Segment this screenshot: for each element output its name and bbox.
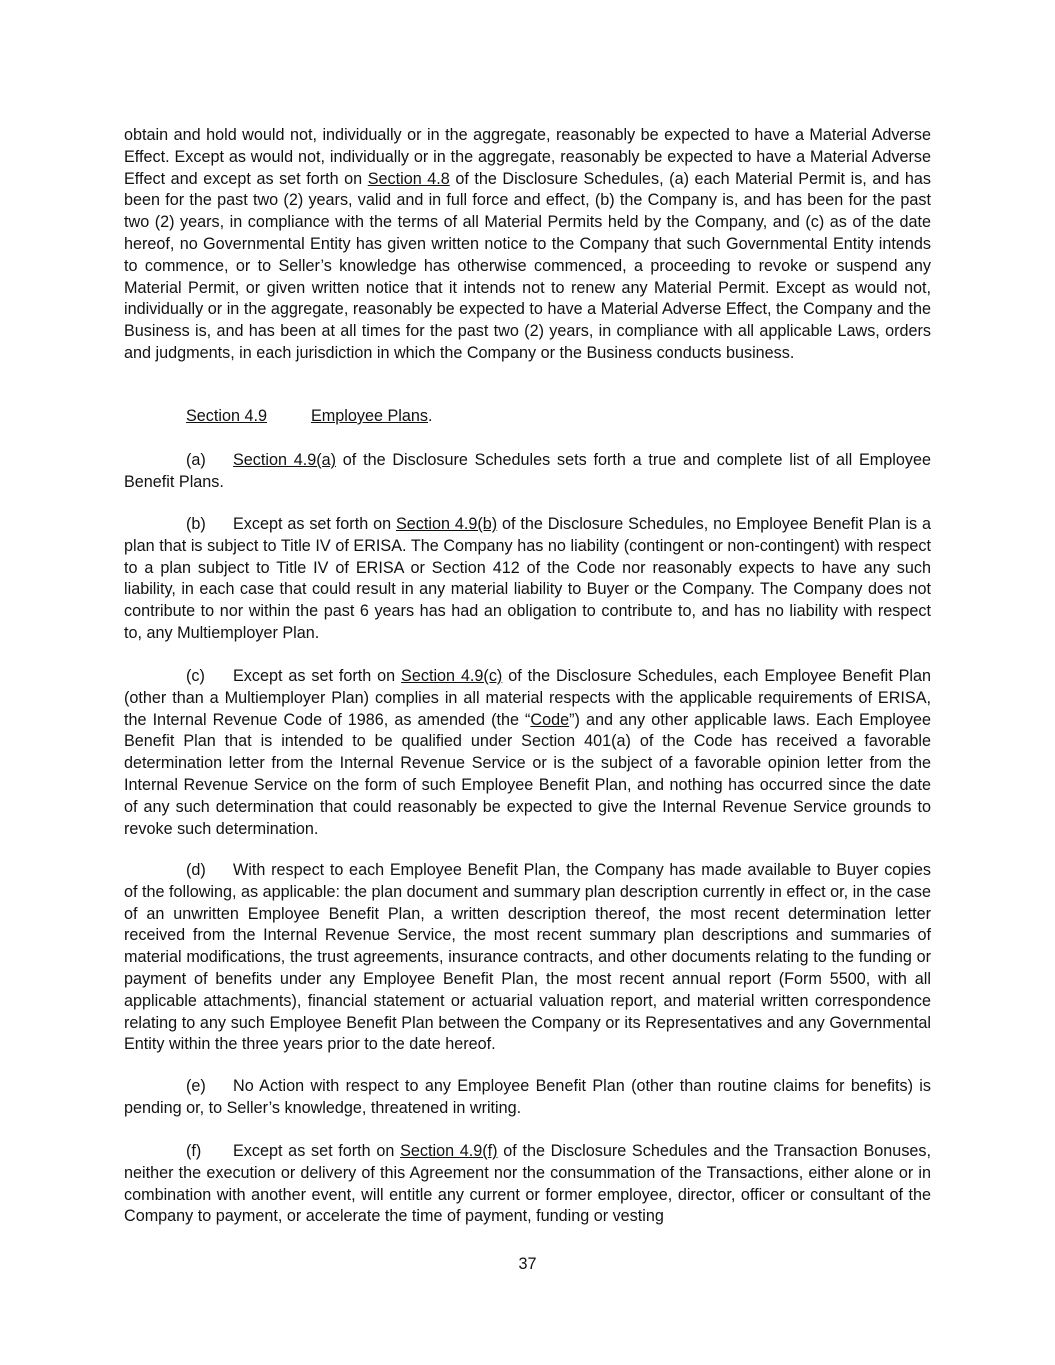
paragraph-f: [124, 1141, 931, 1228]
section-reference: Section 4.9(f): [400, 1142, 498, 1160]
paragraph-label: (e): [186, 1077, 206, 1095]
paragraph-c: [124, 666, 931, 840]
section-title: Employee Plans: [311, 407, 428, 425]
section-reference: Section 4.9(c): [401, 667, 503, 685]
paragraph-a: [124, 450, 931, 494]
text-run: Except as set forth on: [233, 515, 396, 533]
text-run: With respect to each Employee Benefit Plan, the Company has made available to Buyer copies of the following, as applicable: the plan document and summary plan description currently in effect or, in the case of an unwritten Employee Benefit Plan, a written description thereof, the most recent determination letter received from the Internal Revenue Service, the most recent summary plan descriptions and summaries of material modifications, the trust agreements, insurance contracts, and other documents relating to the funding or payment of benefits under any Employee Benefit Plan, the most recent annual report (Form 5500, with all applicable attachments), financial statement or actuarial valuation report, and material written correspondence relating to any such Employee Benefit Plan between the Company or its Representatives and any Governmental Entity within the three years prior to the date hereof.: [124, 861, 931, 1054]
text-run: Except as set forth on: [233, 667, 402, 685]
section-reference: Section 4.9(a): [233, 451, 337, 469]
text-run: ”) and any other applicable laws. Each Employee Benefit Plan that is intended to be qualified under Section 401(a) of the Code has received a favorable determination letter from the Internal Revenue Service or is the subject of a favorable opinion letter from the Internal Revenue Service on the form of such Employee Benefit Plan, and nothing has occurred since the date of any such determination that could reasonably be expected to give the Internal Revenue Service grounds to revoke such determination.: [124, 710, 931, 838]
paragraph-label: (c): [186, 667, 205, 685]
page-number: 37: [518, 1255, 537, 1273]
continuation-paragraph: [124, 125, 931, 365]
text-run: of the Disclosure Schedules sets forth a true and complete list of all Employee Benefit Plans.: [124, 451, 931, 491]
paragraph-label: (b): [186, 515, 206, 533]
section-number: Section 4.9: [186, 407, 267, 425]
section-reference: Section 4.9(b): [395, 515, 498, 533]
text-run: obtain and hold would not, individually or in the aggregate, reasonably be expected to have a Material Adverse Effect. Except as would not, individually or in the aggregate, reasonably be expected to have a Material Adverse Effect and except as set forth on: [124, 126, 931, 188]
text-run: of the Disclosure Schedules, no Employee Benefit Plan is a plan that is subject to Title IV of ERISA. The Company has no liability (contingent or non-contingent) with respect to a plan subject to Title IV of ERISA or Section 412 of the Code nor reasonably expects to have any such liability, in each case that could result in any material liability to Buyer or the Company. The Company does not contribute to nor within the past 6 years has had an obligation to contribute to, and has no liability with respect to, any Multiemployer Plan.: [124, 515, 931, 642]
heading-period: .: [427, 407, 433, 425]
text-run: of the Disclosure Schedules and the Transaction Bonuses, neither the execution or delivery of this Agreement nor the consummation of the Transactions, either alone or in combination with another event, will entitle any current or former employee, director, officer or consultant of the Company to payment, or accelerate the time of payment, funding or vesting: [124, 1142, 932, 1226]
text-run: No Action with respect to any Employee Benefit Plan (other than routine claims for benefits) is pending or, to Seller’s knowledge, threatened in writing.: [124, 1077, 931, 1117]
paragraph-d: [124, 860, 931, 1056]
section-reference: Section 4.8: [367, 169, 450, 188]
text-run: of the Disclosure Schedules, (a) each Material Permit is, and has been for the past two (2) years, valid and in full force and effect, (b) the Company is, and has been for the past two (2) years, in compliance with the terms of all Material Permits held by the Company, and (c) as of the date hereof, no Governmental Entity has given written notice to the Company that such Governmental Entity intends to commence, or to Seller’s knowledge has otherwise commenced, a proceeding to revoke or suspend any Material Permit, or given written notice that it intends not to renew any Material Permit. Except as would not, individually or in the aggregate, reasonably be expected to have a Material Adverse Effect, the Company and the Business is, and has been at all times for the past two (2) years, in compliance with all applicable Laws, orders and judgments, in each jurisdiction in which the Company or the Business conducts business.: [124, 169, 931, 362]
text-run: of the Disclosure Schedules, each Employee Benefit Plan (other than a Multiemployer Plan) complies in all material respects with the applicable requirements of ERISA, the Internal Revenue Code of 1986, as amended (the “: [124, 667, 931, 729]
paragraph-b: [124, 514, 931, 645]
section-heading: [186, 406, 432, 428]
paragraph-label: (f): [186, 1142, 202, 1160]
paragraph-label: (d): [186, 861, 206, 879]
paragraph-e: [124, 1076, 931, 1120]
paragraph-label: (a): [186, 451, 206, 469]
defined-term: Code: [530, 710, 570, 729]
text-run: Except as set forth on: [233, 1142, 401, 1160]
